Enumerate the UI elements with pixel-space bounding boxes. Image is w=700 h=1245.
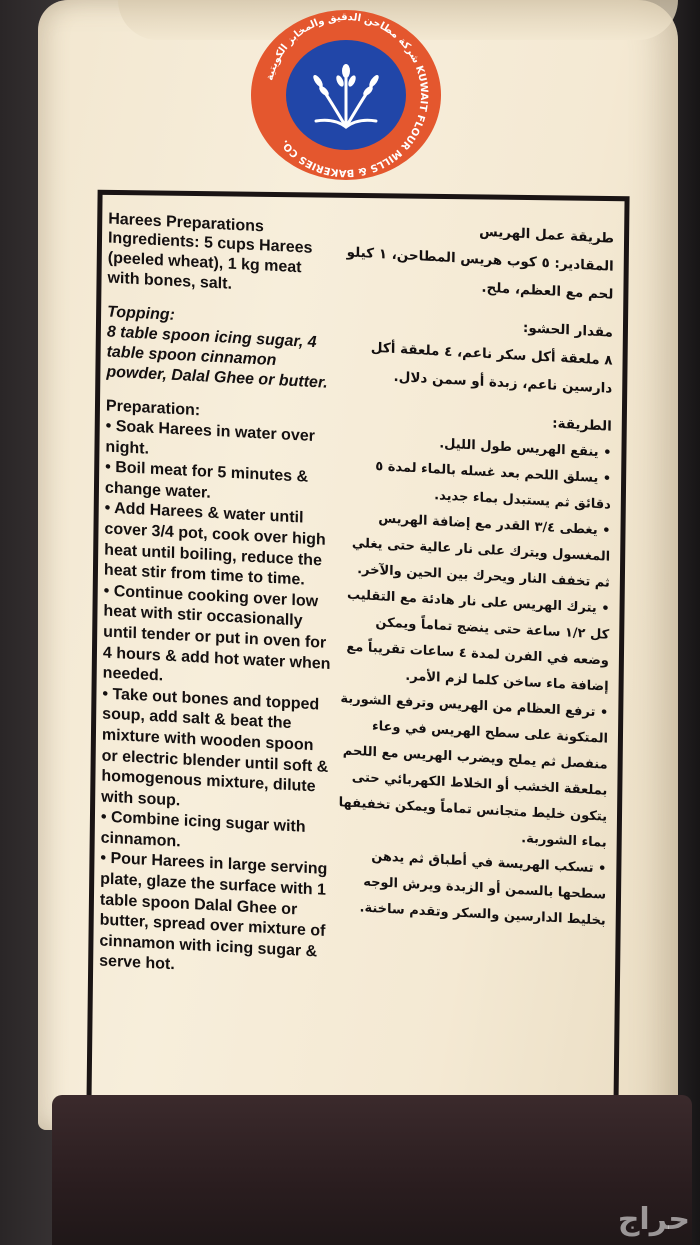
arabic-column [336, 210, 615, 935]
english-step: • Take out bones and topped soup, add salt & beat the mixture with wooden spoon or electric blender until soft & homogenous mixture, dilute with soup. [101, 685, 329, 810]
arabic-title: طريقة عمل الهريس [479, 223, 615, 247]
english-step: • Boil meat for 5 minutes & change water. [104, 458, 309, 502]
english-ingredients: Ingredients: 5 cups Harees (peeled wheat), 1 kg meat with bones, salt. [107, 229, 313, 293]
english-preparation-heading: Preparation: [105, 397, 201, 420]
english-step: • Continue cooking over low heat with stir occasionally until tender or put in oven for 4 hours & add hot water when needed. [102, 582, 331, 685]
arabic-topping-text: ٨ ملعقة أكل سكر ناعم، ٤ ملعقة أكل دارسين ناعم، زبدة أو سمن دلال. [370, 339, 613, 397]
english-title: Harees Preparations [108, 210, 264, 236]
arabic-step: • يغطى ٣/٤ القدر مع إضافة الهريس المغسول ويترك على نار عالية حتى يغلي ثم تخفف النار ويحرك بين الحين والآخر. [351, 511, 611, 591]
english-topping-heading: Topping: [107, 303, 176, 324]
english-step: • Pour Harees in large serving plate, glaze the surface with 1 table spoon Dalal Ghee or butter, spread over mixture of cinnamon with icing sugar & serve hot. [99, 849, 328, 974]
english-topping-text: 8 table spoon icing sugar, 4 table spoon cinnamon powder, Dalal Ghee or butter. [106, 323, 328, 392]
arabic-step: • ترفع العظام من الهريس وترفع الشوربة المتكونة على سطح الهريس في وعاء منفصل ثم يملح ويضرب الهريس مع اللحم بملعقة الخشب أو الخلاط الكهربائي حتى يتكون خليط متجانس تماماً ويمكن تخفيفها بماء الشوربة. [338, 691, 609, 851]
arabic-ingredients: المقادير: ٥ كوب هريس المطاحن، ١ كيلو لحم مع العظم، ملح. [346, 244, 614, 303]
arabic-step: • تسكب الهريسة في أطباق ثم يدهن سطحها بالسمن أو الزبدة ويرش الوجه بخليط الدارسين والسكر وتقدم ساخنة. [359, 848, 607, 929]
logo-ring-text [251, 10, 441, 180]
english-step: • Add Harees & water until cover 3/4 pot, cook over high heat until boiling, reduce the heat stir from time to time. [103, 499, 326, 589]
company-logo [251, 10, 441, 180]
recipe-panel [86, 190, 629, 1114]
arabic-step: • ينقع الهريس طول الليل. [439, 436, 612, 461]
arabic-preparation-heading: الطريقة: [552, 415, 612, 435]
svg-text:شركة مطاحن الدقيق والمخابز الك [264, 12, 429, 178]
arabic-topping-heading: مقدار الحشو: [522, 319, 614, 341]
arabic-step: • يسلق اللحم بعد غسله بالماء لمدة ٥ دقائق ثم يستبدل بماء جديد. [375, 458, 612, 513]
watermark-logo: حراج [617, 1202, 690, 1237]
logo-ring-label: شركة مطاحن الدقيق والمخابز الكويتية KUWAIT FLOUR MILLS & BAKERIES CO. [264, 11, 430, 179]
english-step: • Soak Harees in water over night. [105, 417, 315, 458]
english-column [99, 210, 338, 984]
english-step: • Combine icing sugar with cinnamon. [100, 808, 306, 851]
arabic-step: • يترك الهريس على نار هادئة مع التقليب كل ١/٢ ساعة حتى ينضج تماماً ويمكن وضعه في الفرن لمدة ٤ ساعات تقريباً مع إضافة ماء ساخن كلما لزم الأمر. [346, 587, 610, 695]
